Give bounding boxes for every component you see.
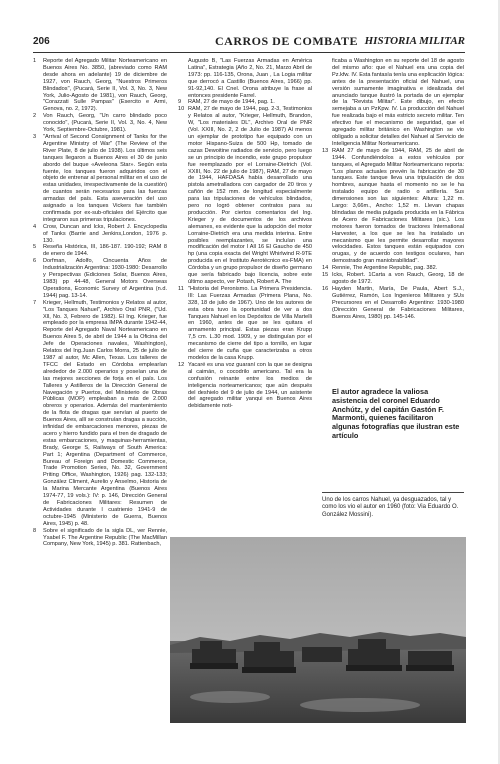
footnote-number: 9 [178,99,182,106]
running-title: CARROS DE COMBATE [215,34,358,48]
footnote [33,224,167,245]
page-header [33,36,465,50]
footnote-text: Icks, Robert. 1Carta a von Rauch, Georg, 18 de agosto de 1972. [332,272,464,285]
footnote-text: RAM, 27 de mayo de 1944, pag. 1. [188,99,275,106]
footnote [33,300,167,528]
footnote [322,148,464,265]
footnote-text: Yacaré es una voz guaraní con la que se designa al caimán, o cocodrilo americano. Tal era la confusión reinante entre los medios de inteligencia norteamericanos; que aún después del deshielo del 9 de julio de 1944, un asistente del agregado militar yanqui en Buenos Aires debidamente noti- [188,361,312,410]
footnote-text: "Arrival of Second Consignment of Tanks for the Argentine Ministry of War" (The Review of the River Plate, 8 de julio de 1938). Los últimos seis tanques llegaron a Buenos Aires el 30 de junio abordo del buque «Aveleona Star». Según esta fuente, los tanques fueron adquiridos con el objeto de entrenar al personal militar en el uso de estas unidades, irrespectivamente de la cuestión) de cuantos serán necesarios para las fuerzas armadas del país. Esta aseveración del uso asignado a los tanques Vickers fue también confirmada por ex-sub-oficiales del Ejército que integraron sus primeras tripulaciones. [43,133,167,223]
footnote-text: RAM 27 de mayo de 1944, RAM, 25 de abril de 1944. Confundiéndolos a estos vehículos por tanques, el Agregado Militar Norteamericano reporta: "Los planos actuales prevén la fabricación de 30 tanques. Este tanque lleva una tripulación de dos hombres, aunque hasta el momento no se le ha instalado equipo de radio o artillería. Sus dimensiones son las siguientes: Altura: 1,22 m. Largo: 3,66m., Ancho: 1,52 m. Llevan chapas blindadas de media pulgada producida en la Fábrica de Acero de Fabricaciones Militares (sic.). Los motores fueron tomados de tractores International Harvester, a los que se les ha instalado un mecanismo que les permite desarrollar mayores velocidades. Estos tanques están equipados con orugas, y de acuerdo con testigos oculares, han demostrado gran maniobrabilidad". [332,147,464,265]
footnote-number: 16 [322,285,329,292]
footnote-text: Reseña Histórica, III, 186-187. 190-192; RAM 8 de enero de 1944. [43,244,167,258]
footnote-text: RAM, 27 de mayo de 1944, pag. 2-3, Testimonios y Relatos al autor, "Krieger, Hellmuth, Brandon, W, "Los materiales DL", Archivo Oral de PNR (Vol. XXIII, No. 2, 2 de Julio de 1987) Al menos un ejemplar de prototipo fue equipado con un motor Hispano-Suiza de 500 Hp, tomado de cazas Dewoitine radiados de servicio, pero luego se un principio de incendio, este grupo propulsor fue reemplazado por el Lorraine-Dietrich (Vol. XXIII, No. 22 de julio de 1987), RAM, 27 de mayo de 1944, HAFDASA había desarrollado una pistola ametralladora con cargador de 20 tiros y cañón de 152 mm. de longitud especialmente para las tripulaciones de vehículos blindados, pero no logró obtener contratos para su producción. Por ciertos comentarios del Ing. Krieger y de documentos de los archivos alemanes, es evidente que la adopción del motor Lorraine-Dietrich era una medida interina. Entre posibles reemplazantes, se incluían una modificación del motor I All 16 El Gaucho de 450 hp (una copia exacta del Wright Whirlwind R-9TE producida en el Instituto Aerotécnico es-FMA) en Córdoba y un grupo propulsor de diseño germano que sería fabricado bajo licencia, sobre este último aspecto, ver Potash, Robert A. The [188,106,312,285]
footnote-number: 15 [322,272,329,279]
footnote [322,58,464,148]
footnote [33,244,167,258]
footnote-number [178,58,188,99]
footnote-number: 4 [33,223,37,230]
section-title: HISTORIA MILITAR [364,35,465,47]
footnote [322,265,464,272]
footnote-number: 12 [178,361,185,368]
footnote [322,286,464,321]
footnote-text: Von Rauch, Georg, "Un carro blindado poco conocido", (Pucará, Serie II, Vol. 3, No. 4, New York, Septiembre-Octubre, 1981). [43,113,167,134]
footnote-number: 7 [33,299,37,306]
footnote-text: Krieger, Hellmuth, Testimonios y Relatos al autor, "Los Tanques Nahuel", Archivo Oral PNR, ("Ud. Xll, No. 3, Febrero de 1982). El Ing. Krieger, fue empleado por la empresa IMPA durante 1942-44, Reporte del Agregado Naval Norteamericano en Buenos Aires 5, de abril de 1944 a la Oficina del Jefe de Operaciones navales, Washington), Relatos del Ing.Juan Carlos Morra, 25 de julio de 1987 al autor, Mc Allen, Texas. Los talleres de TFCC del Estado en Córdoba emplearían alrededor de 2.000 operarios y poseían una de las mejores secciones de forja en el país. Los Talleres y Astilleros de la Dirección General de Navegación y Puertos, del Ministerio de Obras Públicas (MOP) empleaban a más de 2.000 obreros y operarios. Además del mantenimiento de la flota de dragas que servían al puerto de Buenos Aires, allí se construían dragas a succión, infinidad de embarcaciones menores, piezas de acero y hierro fundido para el tren de dragado de estas embarcaciones, y maquinas-herramientas, Brady, George S, Railways of South America: Part 1; Argentina (Department of Commerce, Bureau of Foreign and Domestic Commerce, Trade Promotion Series, No. 32, Government Priting Office, Washington, 1926) pag. 132-133; González Climent, Aurelio y Anselmo, Historia de la Marina Mercante Argentina (Buenos Aires 1974-77, 19 vols.): IV: p. 146, Dirección General de Fabricaciones Militares: Resumen de Actividades durante l cuatrienio 1941-9 de octubre-1945 (Ministerio de Guerra, Buenos Aires, 1945) p. 48. [43,299,167,527]
footnote [33,134,167,224]
footnote [33,113,167,134]
footnote-text: ficaba a Washington en su reporte del 18 de agosto del mismo año: que el Nahuel era una copia del Pz.kfw. IV. Esta fantasía tenía una explicación lógica: antes de la presentación oficial del Nahuel, una versión sumamente imaginativa e idealizada del anunciado tanque ilustró la portada de un ejemplar de la "Revista Militar". Este dibujo, en efecto semejaba a un PzKpw. IV. La producción del Nahuel fue realizada bajo el más estricto secreto militar. Ten efectivo fue el mecanismo de seguridad, que el agregado militar británico en Washington se vio obligado a solicitar detalles del Nahuel al Servicio de Inteligencia Militar Norteamericano. [332,58,464,147]
footnote-number: 8 [33,527,37,534]
footnote-text: Sobre el significado de la sigla DL, ver Rennie, Ysabel F. The Argentine Republic (The MacMillan Company, New York, 1945) p. 381. Rattenbach, [43,527,167,548]
footnote [178,99,312,106]
footnote-number: 14 [322,265,329,272]
footnote-number: 1 [33,58,37,64]
footnote [33,528,167,549]
footnote-text: Augusto B, "Las Fuerzas Armadas en América Latina", Estrategia (Año 2, No. 21, Marzo Abril de 1973: pp. 116-135, Orona, Juan , La Logia militar que derrocó a Castillo (Buenos Aires, 1966) pp. 91-92,140. El Cnel. Orona atribuye la frase al entonces presidente Farrel. [188,58,312,99]
acknowledgement-callout: El autor agradece la valiosa asistencia del coronel Eduardo Anchútz, y del capitán Gastón F. Marmonti, quienes facilitaron algunas fotografías que ilustran este artículo [332,387,460,440]
footnote-number: 3 [33,133,37,140]
footnote [178,286,312,362]
footnote [33,58,167,113]
footnote-text: Reporte del Agregado Militar Norteamericano en Buenos Aires No. 3850, (abreviado como RAM desde ahora en adelante) 19 de diciembre de 1927, von Rauch, Georg, "Nuestros Primeros Blindados", (Pucará, Serie II, Vol. 3, No. 3, New York, Julio-Agosto de 1981), von Rauch, Georg, "Corazzati Sulle Pampas" (Esercito e Armi, Genova, no. 2, 1972). [43,58,167,113]
footnote-number: 2 [33,113,37,120]
footnote [178,58,312,99]
notes-column-3 [322,58,464,320]
page-number: 206 [33,36,50,47]
footnote-text: Rennie, The Argentine Republic, pag. 382. [332,265,438,272]
notes-column-2 [178,58,312,410]
footnote-number: 13 [322,147,329,154]
footnote [322,272,464,286]
footnote [178,106,312,286]
footnote-number: 11 [178,285,184,292]
footnote-text: Crow, Duncan and Icks, Robert J. Encyclopedia of Tanks (Barrie and Jenkins,London, 1976 p. 130. [43,223,167,244]
footnote-text: Hayden Martin, María, De Paula, Abert S.J., Gutiérrez, Ramón, Los Ingenieros Militares y SUs Precursores en el Desarrollo Argentino: 1930-1980 (Dirección General de Fabricaciones Militares, Buenos Aires, 1980) pp. 145-146. [332,285,464,320]
footnote [178,362,312,410]
notes-column-1 [33,58,167,548]
footnote-number [322,58,332,148]
footnote-number: 6 [33,258,37,265]
header-rule [33,52,465,53]
footnote-number: 5 [33,244,37,251]
footnote-text: "Historia del Peronismo. La Primera Presidencia. III: Las Fuerzas Armadas (Primera Plana, No. 328, 18 de julio de 1967). Uno de los autores de esta obra tuvo la oportunidad de ver a dos Tanques Nahuel en los Depósitos de Villa Martelli en 1960, antes de que se les quitara el armamento principal. Estas piezas eran Krupp 7,5 cm. L.30 mod. 1909, y se distinguían por el mecanismo de cierre del tipo a tornillo, en lugar del cierre de cuña que caracterizaba a otros modelos de la casa Krupp. [188,285,312,361]
footnote-text: Dorfman, Adolfo, Cincuenta Años de Industrialización Argentina: 1930-1980: Desarrollo y Perspectivas (Ediciones Solar, Buenos Aires, 1983) pp 44-48, General Motors Overseas Operations, Economic Survey of Argentina (n.d. 1944) pag. 13-14. [43,258,167,299]
footnote-number: 10 [178,106,185,113]
tank-photo [170,537,466,723]
photo-caption: Uno de los carros Nahuel, ya desguazados, tal y como los vio el autor en 1960 (foto: Via Eduardo O. González Mossini). [322,492,464,519]
footnote [33,258,167,299]
